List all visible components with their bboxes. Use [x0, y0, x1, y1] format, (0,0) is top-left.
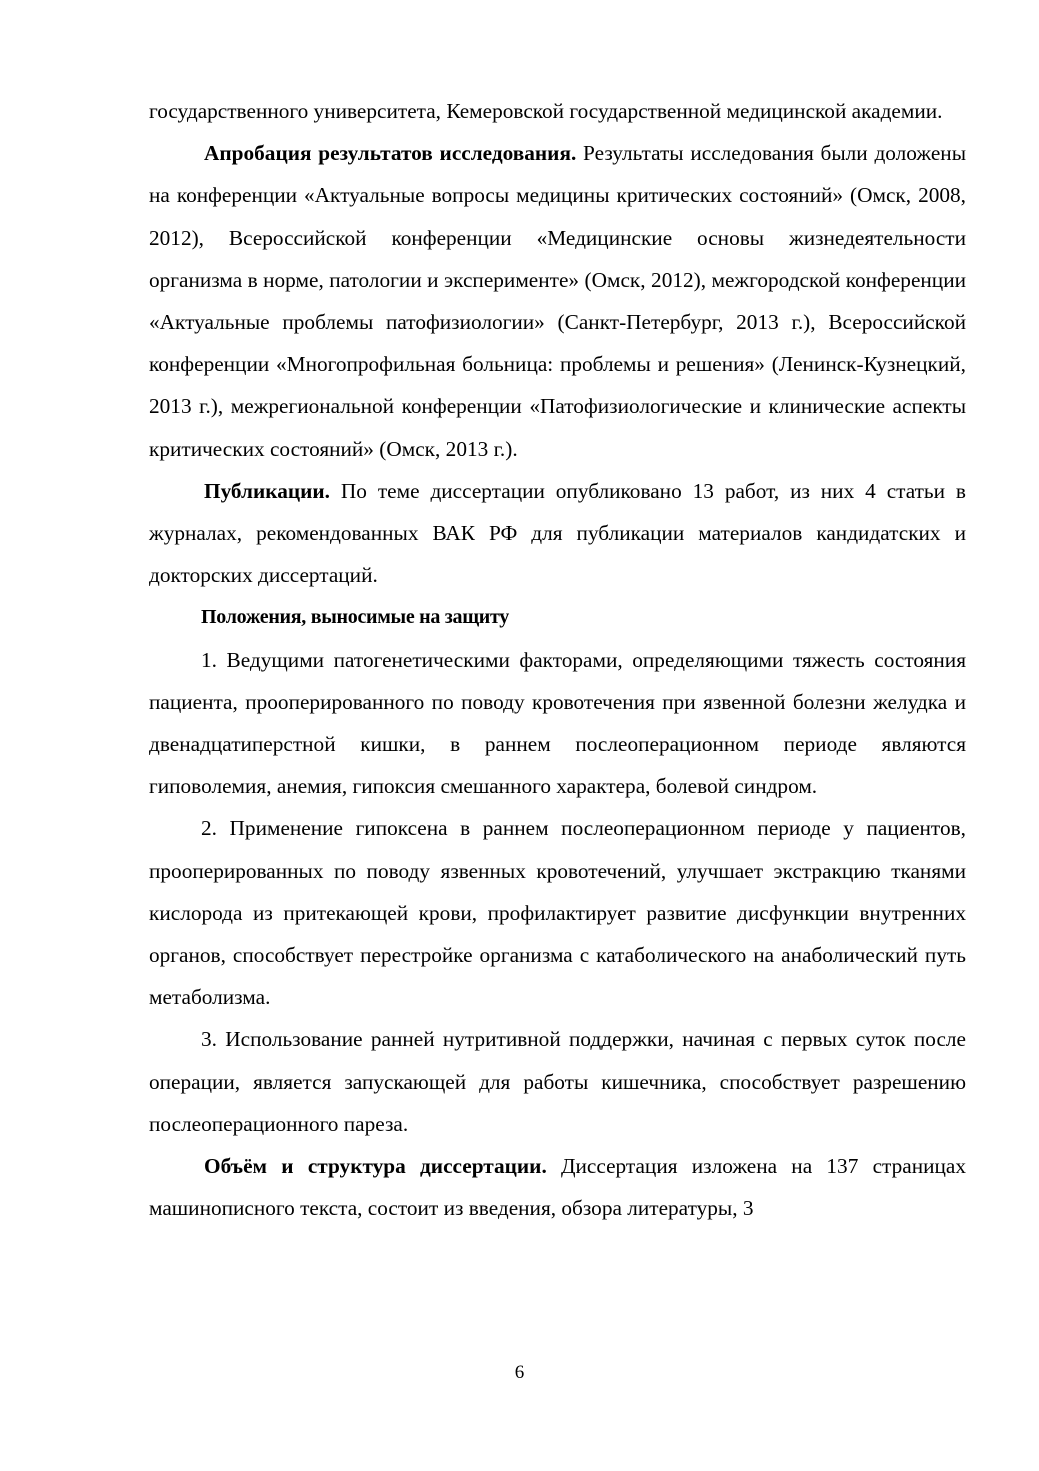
paragraph-approbation: [149, 132, 966, 470]
publications-text: По теме диссертации опубликовано 13 работ, из них 4 статьи в журналах, рекомендованных ВАК РФ для публикации материалов кандидатских и докторских диссертаций.: [149, 478, 966, 588]
paragraph-publications: [149, 470, 966, 597]
structure-lead: Объём и структура диссертации.: [204, 1154, 547, 1179]
paragraph-structure: [149, 1145, 966, 1229]
paragraph-continuation: государственного университета, Кемеровской государственной медицинской академии.: [149, 99, 943, 123]
document-body: [149, 90, 966, 1229]
approbation-text: Результаты исследования были доложены на конференции «Актуальные вопросы медицины критических состояний» (Омск, 2008, 2012), Всероссийской конференции «Медицинские основы жизнедеятельности организма в норме, патологии и эксперименте» (Омск, 2012), межгородской конференции «Актуальные проблемы патофизиологии» (Санкт-Петербург, 2013 г.), Всероссийской конференции «Многопрофильная больница: проблемы и решения» (Ленинск-Кузнецкий, 2013 г.), межрегиональной конференции «Патофизиологические и клинические аспекты критических состояний» (Омск, 2013 г.).: [149, 141, 967, 461]
thesis-item-3: 3. Использование ранней нутритивной поддержки, начиная с первых суток после операции, является запускающей для работы кишечника, способствует разрешению послеоперационного пареза.: [149, 1027, 966, 1136]
publications-lead: Публикации.: [204, 478, 331, 503]
section-heading-theses: Положения, выносимые на защиту: [201, 606, 509, 629]
thesis-item-1: 1. Ведущими патогенетическими факторами, определяющими тяжесть состояния пациента, прооперированного по поводу кровотечения при язвенной болезни желудка и двенадцатиперстной кишки, в раннем послеоперационном периоде являются гиповолемия, анемия, гипоксия смешанного характера, болевой синдром.: [149, 647, 966, 799]
thesis-item-2: 2. Применение гипоксена в раннем послеоперационном периоде у пациентов, прооперированных по поводу язвенных кровотечений, улучшает экстракцию тканями кислорода из притекающей крови, профилактирует развитие дисфункции внутренних органов, способствует перестройке организма с катаболического на анаболический путь метаболизма.: [149, 816, 966, 1010]
structure-text: Диссертация изложена на 137 страницах машинописного текста, состоит из введения, обзора литературы, 3: [149, 1154, 966, 1221]
approbation-lead: Апробация результатов исследования.: [204, 141, 577, 166]
page-number: 6: [514, 1362, 525, 1383]
